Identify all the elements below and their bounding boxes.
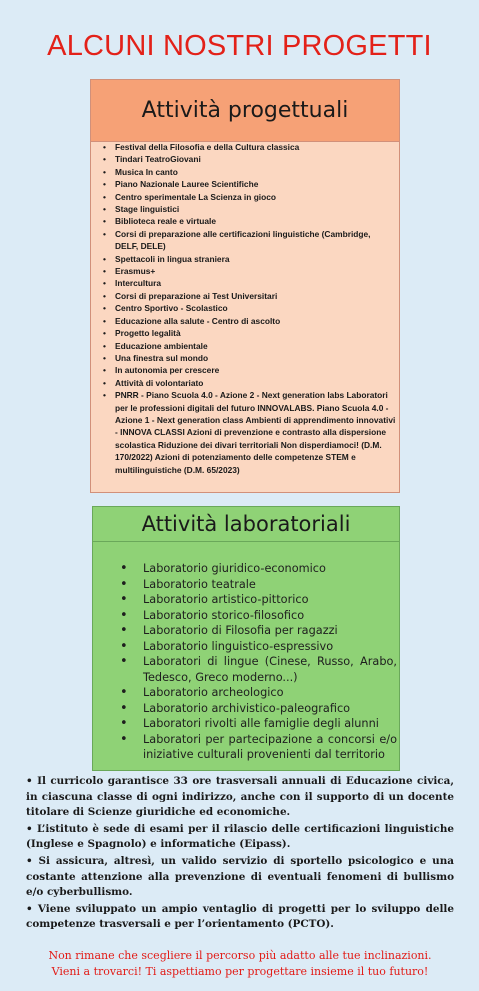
list-item: • Musica In canto <box>100 166 396 178</box>
list-item: • Educazione alla salute - Centro di ascolto <box>100 315 396 327</box>
note-paragraph: • L’istituto è sede di esami per il rilascio delle certificazioni linguistiche (Inglese e Spagnolo) e informatiche (Eipass). <box>26 822 454 851</box>
list-item: • Laboratori per partecipazione a concorsi e/o iniziative culturali provenienti dal territorio <box>117 732 397 763</box>
list-item: • Centro Sportivo - Scolastico <box>100 302 396 314</box>
closing-line: Non rimane che scegliere il percorso più adatto alle tue inclinazioni. <box>48 949 432 962</box>
closing-message <box>26 948 454 980</box>
progettuali-list <box>100 141 396 476</box>
list-item: • Una finestra sul mondo <box>100 352 396 364</box>
list-item: • Tindari TeatroGiovani <box>100 153 396 165</box>
list-item: • Piano Nazionale Lauree Scientifiche <box>100 178 396 190</box>
laboratoriali-heading: Attività laboratoriali <box>92 506 400 542</box>
progettuali-heading: Attività progettuali <box>90 79 400 142</box>
note-paragraph: • Il curricolo garantisce 33 ore trasversali annuali di Educazione civica, in ciascuna classe di ogni indirizzo, anche con il supporto di un docente titolare di Scienze giuridiche ed economiche. <box>26 775 454 819</box>
list-item: • Corsi di preparazione alle certificazioni linguistiche (Cambridge, DELF, DELE) <box>100 228 396 253</box>
list-item: • Laboratorio teatrale <box>117 577 397 593</box>
page-title: ALCUNI NOSTRI PROGETTI <box>47 30 432 62</box>
list-item: • Spettacoli in lingua straniera <box>100 253 396 265</box>
list-item: • Biblioteca reale e virtuale <box>100 215 396 227</box>
list-item: • Laboratorio artistico-pittorico <box>117 592 397 608</box>
list-item: • Erasmus+ <box>100 265 396 277</box>
laboratoriali-box <box>92 506 400 771</box>
list-item: • Laboratori di lingue (Cinese, Russo, Arabo, Tedesco, Greco moderno...) <box>117 654 397 685</box>
list-item: • Laboratori rivolti alle famiglie degli alunni <box>117 716 397 732</box>
list-item: • Stage linguistici <box>100 203 396 215</box>
list-item: • Laboratorio archeologico <box>117 685 397 701</box>
list-item: • Progetto legalità <box>100 327 396 339</box>
list-item: • Laboratorio storico-filosofico <box>117 608 397 624</box>
notes-block <box>26 774 454 934</box>
list-item: • Centro sperimentale La Scienza in gioco <box>100 191 396 203</box>
list-item: • In autonomia per crescere <box>100 364 396 376</box>
list-item: • Laboratorio linguistico-espressivo <box>117 639 397 655</box>
laboratoriali-list <box>117 561 397 763</box>
list-item: • Festival della Filosofia e della Cultura classica <box>100 141 396 153</box>
list-item: • Laboratorio di Filosofia per ragazzi <box>117 623 397 639</box>
progettuali-box <box>90 79 400 493</box>
list-item: • PNRR - Piano Scuola 4.0 - Azione 2 - Next generation labs Laboratori per le professioni digitali del futuro INNOVALABS. Piano Scuola 4.0 - Azione 1 - Next generation class Ambienti di apprendimento innovativi - INNOVA CLASSI Azioni di prevenzione e contrasto alla dispersione scolastica Riduzione dei divari territoriali Non disperdiamoci! (D.M. 170/2022) Azioni di potenziamento delle competenze STEM e multilinguistiche (D.M. 65/2023) <box>100 389 396 476</box>
list-item: • Educazione ambientale <box>100 340 396 352</box>
list-item: • Laboratorio archivistico-paleografico <box>117 701 397 717</box>
list-item: • Intercultura <box>100 277 396 289</box>
closing-line: Vieni a trovarci! Ti aspettiamo per progettare insieme il tuo futuro! <box>51 965 429 978</box>
list-item: • Laboratorio giuridico-economico <box>117 561 397 577</box>
note-paragraph: • Si assicura, altresì, un valido servizio di sportello psicologico e una costante attenzione alla prevenzione di eventuali fenomeni di bullismo e/o cyberbullismo. <box>26 854 454 899</box>
list-item: • Attività di volontariato <box>100 377 396 389</box>
note-paragraph: • Viene sviluppato un ampio ventaglio di progetti per lo sviluppo delle competenze trasversali e per l’orientamento (PCTO). <box>26 902 454 931</box>
list-item: • Corsi di preparazione ai Test Universitari <box>100 290 396 302</box>
